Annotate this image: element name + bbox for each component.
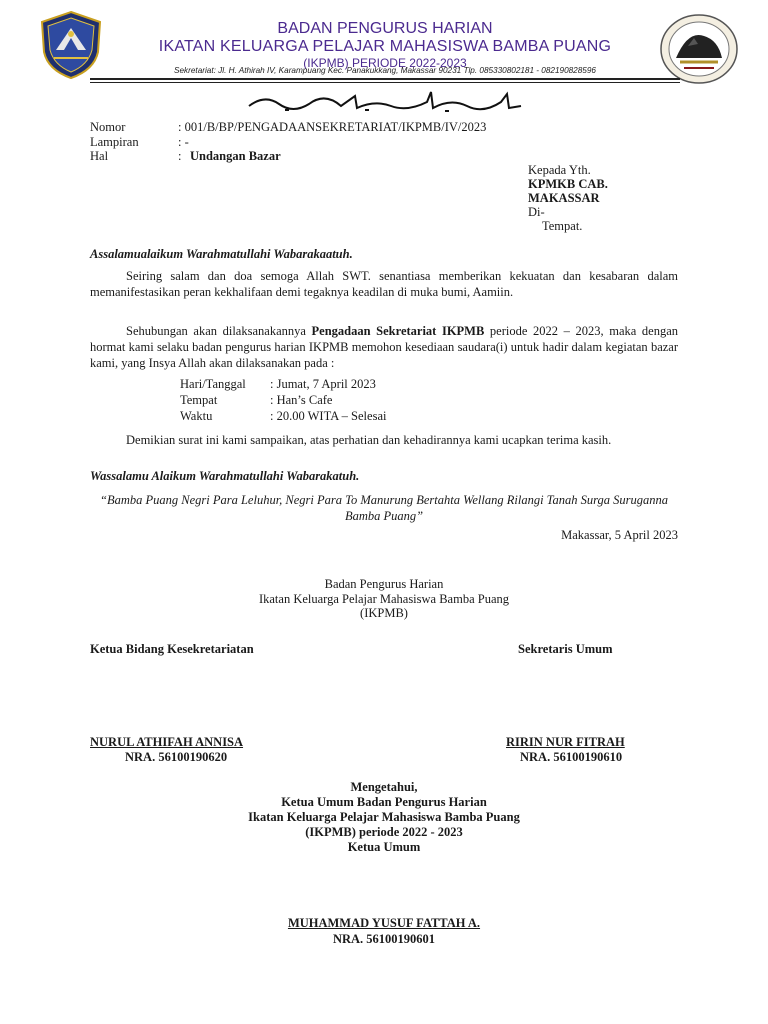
- paragraph-1: Seiring salam dan doa semoga Allah SWT. senantiasa memberikan kekuatan dan kesabaran dalam memanifestasikan peran kekhalifaan demi tegaknya keadilan di muka bumi, Aamiin.: [90, 269, 678, 299]
- right-signer-name: RIRIN NUR FITRAH: [506, 735, 625, 749]
- recipient-line4: Di-: [528, 205, 545, 219]
- place-date: Makassar, 5 April 2023: [561, 528, 678, 542]
- lampiran-value: : -: [178, 135, 189, 149]
- header-org-line2: IKATAN KELUARGA PELAJAR MAHASISWA BAMBA PUANG: [158, 38, 612, 55]
- event-value-place: : Han’s Cafe: [270, 393, 333, 407]
- nomor-label: Nomor: [90, 120, 126, 134]
- recipient-line1: Kepada Yth.: [528, 163, 591, 177]
- right-signer-nra: NRA. 56100190610: [520, 750, 623, 764]
- greeting: Assalamualaikum Warahmatullahi Wabarakaatuh.: [90, 247, 353, 261]
- closing: Wassalamu Alaikum Warahmatullahi Wabarakatuh.: [90, 469, 360, 483]
- recipient-line2: KPMKB CAB.: [528, 177, 608, 191]
- left-signer-name: NURUL ATHIFAH ANNISA: [90, 735, 244, 749]
- paragraph-3: Demikian surat ini kami sampaikan, atas perhatian dan kehadirannya kami ucapkan terima kasih.: [126, 433, 612, 447]
- event-label-place: Tempat: [180, 393, 218, 407]
- ack-line5: Ketua Umum: [347, 840, 421, 854]
- recipient-line3: MAKASSAR: [528, 191, 600, 205]
- ack-line3: Ikatan Keluarga Pelajar Mahasiswa Bamba Puang: [248, 810, 520, 824]
- paragraph-2-part-a: Sehubungan akan dilaksanakannya: [126, 324, 312, 338]
- hal-value: Undangan Bazar: [190, 149, 281, 163]
- signoff-org3: (IKPMB): [360, 606, 408, 620]
- header-rule-thick: [90, 78, 680, 80]
- paragraph-2: [90, 323, 678, 371]
- chief-name: MUHAMMAD YUSUF FATTAH A.: [287, 916, 481, 930]
- header-address: Sekretariat: Jl. H. Athirah IV, Karampuang Kec. Panakukkang, Makassar 90231 Tlp. 085330802181 - 082190828596: [174, 66, 596, 75]
- signoff-org1: Badan Pengurus Harian: [324, 577, 444, 591]
- left-signer-nra: NRA. 56100190620: [125, 750, 228, 764]
- motto: “Bamba Puang Negri Para Leluhur, Negri Para To Manurung Bertahta Wellang Rilangi Tanah Surga Suruganna Bamba Puang”: [100, 493, 668, 523]
- hal-label: Hal: [90, 149, 109, 163]
- paragraph-2-bold: Pengadaan Sekretariat IKPMB: [311, 324, 485, 338]
- chief-nra: NRA. 56100190601: [332, 932, 436, 946]
- header-org-line1: BADAN PENGURUS HARIAN: [277, 20, 493, 37]
- right-logo-emblem: [658, 12, 740, 86]
- ack-line2: Ketua Umum Badan Pengurus Harian: [281, 795, 487, 809]
- signoff-org2: Ikatan Keluarga Pelajar Mahasiswa Bamba Puang: [258, 592, 510, 606]
- left-signer-title: Ketua Bidang Kesekretariatan: [90, 642, 254, 656]
- ack-line1: Mengetahui,: [350, 780, 418, 794]
- event-label-date: Hari/Tanggal: [180, 377, 246, 391]
- recipient-line5: Tempat.: [542, 219, 583, 233]
- nomor-value: : 001/B/BP/PENGADAANSEKRETARIAT/IKPMB/IV/2023: [178, 120, 487, 134]
- header-org-line3: (IKPMB) PERIODE 2022-2023: [303, 56, 467, 70]
- left-logo-emblem: [38, 10, 104, 80]
- ack-line4: (IKPMB) periode 2022 - 2023: [305, 825, 463, 839]
- event-value-time: : 20.00 WITA – Selesai: [270, 409, 387, 423]
- basmalah-calligraphy: [245, 88, 525, 114]
- header-rule-thin: [90, 82, 680, 83]
- event-value-date: : Jumat, 7 April 2023: [270, 377, 376, 391]
- lampiran-label: Lampiran: [90, 135, 139, 149]
- right-signer-title: Sekretaris Umum: [518, 642, 613, 656]
- event-label-time: Waktu: [180, 409, 213, 423]
- paragraph-2-part-b: periode 2022 – 2023, maka dengan hormat kami selaku badan pengurus harian IKPMB memohon kesediaan saudara(i) untuk hadir dalam kegiatan bazar kami, yang Insya Allah akan dilaksanakan pada :: [90, 324, 678, 370]
- hal-colon: :: [178, 149, 182, 163]
